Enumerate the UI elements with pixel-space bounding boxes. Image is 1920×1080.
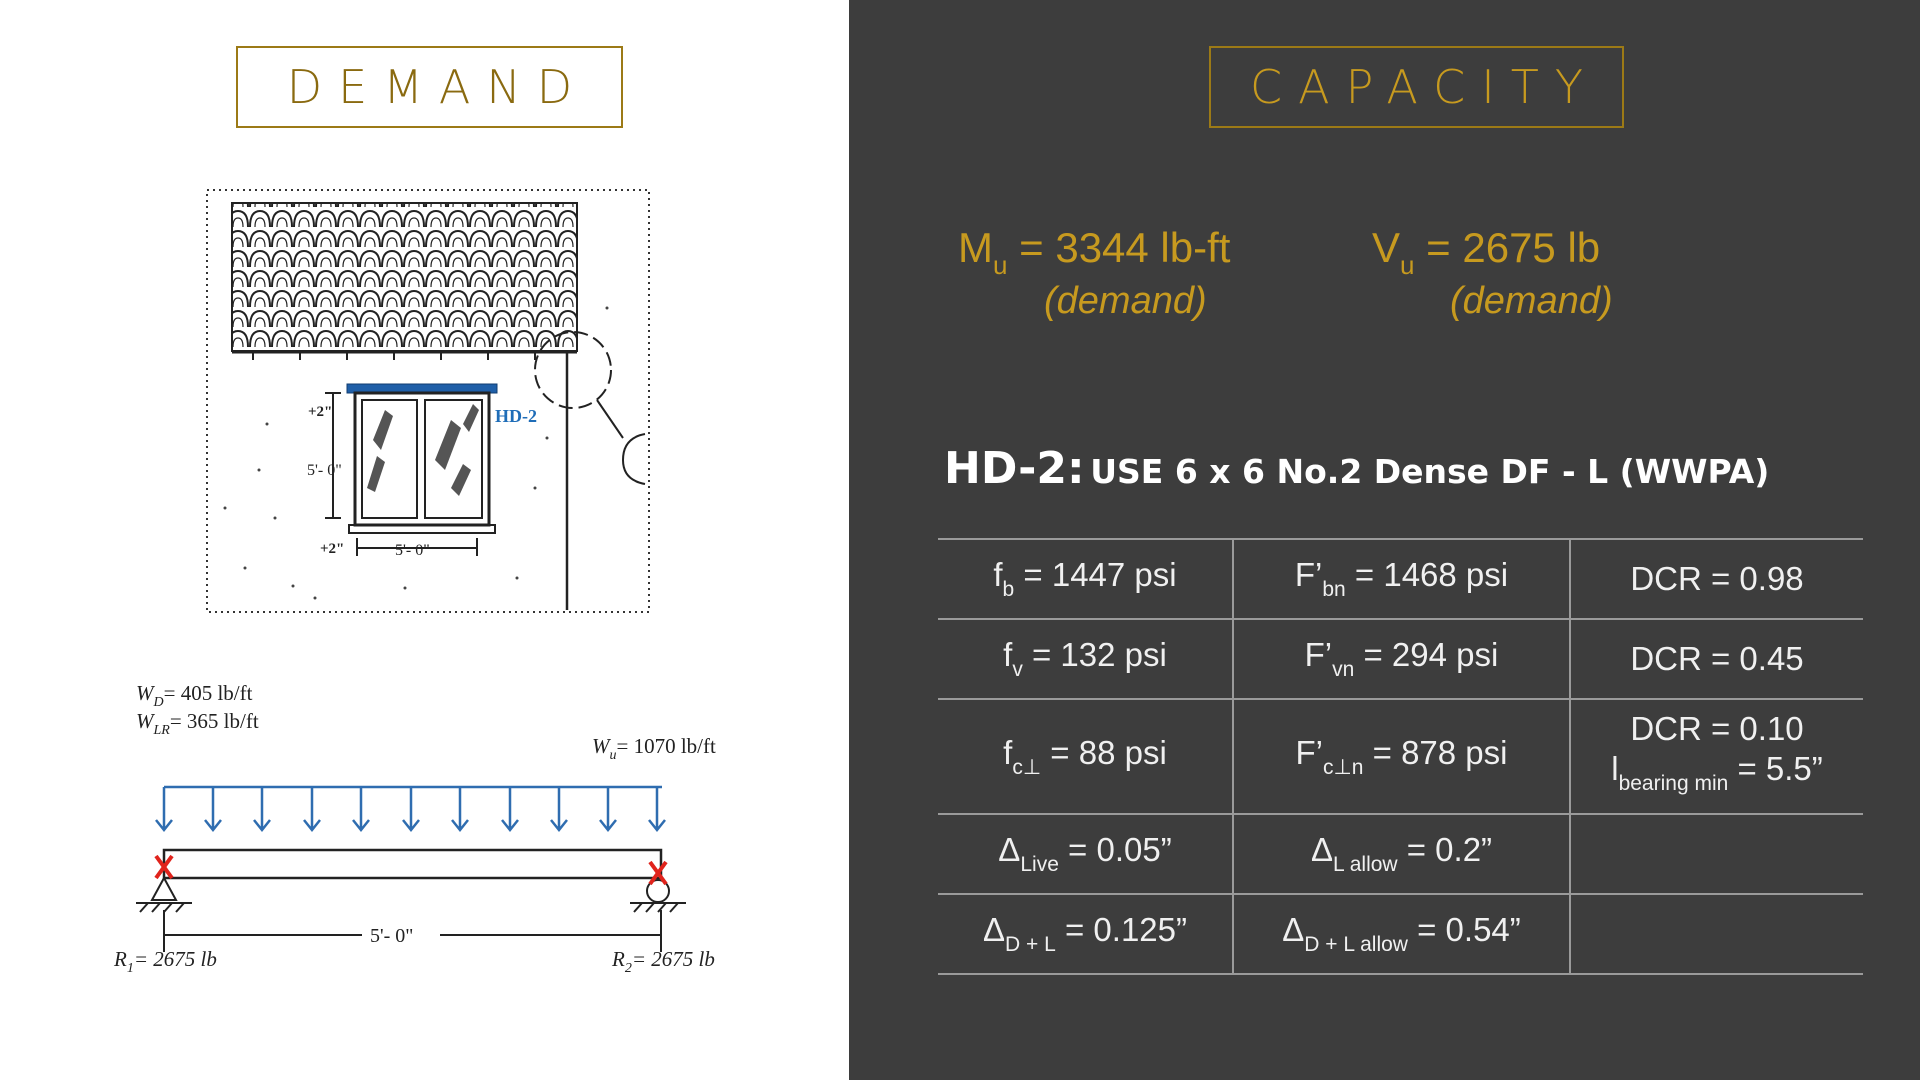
right-roller-support xyxy=(630,880,686,912)
bearing-stress: $f_{c\perp} = 88$ psi xyxy=(938,699,1233,814)
demand-title: DEMAND xyxy=(236,46,623,128)
dim-height-label: 5'- 0" xyxy=(307,462,342,479)
beam xyxy=(164,850,661,878)
demand-panel xyxy=(0,0,849,1080)
glass-reflections xyxy=(367,404,479,496)
wd-label: $W_D= 405$ lb/ft xyxy=(136,681,253,710)
hd2-label: HD-2 xyxy=(495,406,537,426)
capacity-table xyxy=(938,538,1863,975)
live-deflection: $\Delta_{Live} = 0.05$” xyxy=(938,814,1233,894)
empty-cell xyxy=(1570,894,1863,974)
table-row xyxy=(938,619,1863,699)
roof-tiles xyxy=(232,203,577,351)
capacity-title: CAPACITY xyxy=(1209,46,1624,128)
wu-label: $W_u= 1070$ lb/ft xyxy=(592,734,716,763)
mu-note: (demand) xyxy=(1044,280,1207,322)
r1-label: $R_1= 2675$ lb xyxy=(114,947,217,976)
shear-stress: $f_v = 132$ psi xyxy=(938,619,1233,699)
total-deflection: $\Delta_{D + L} = 0.125$” xyxy=(938,894,1233,974)
live-deflection-allow: $\Delta_{L allow} = 0.2$” xyxy=(1233,814,1570,894)
bearing-capacity: $F’_{c\perp n} = 878$ psi xyxy=(1233,699,1570,814)
detail-bubble xyxy=(623,434,645,484)
bearing-dcr: DCR = 0.10 $l_{bearing min} = 5.5$” xyxy=(1570,699,1863,814)
span-label: 5'- 0" xyxy=(370,925,414,947)
total-deflection-allow: $\Delta_{D + L allow} = 0.54$” xyxy=(1233,894,1570,974)
shear-dcr: DCR = 0.45 xyxy=(1570,619,1863,699)
table-row xyxy=(938,699,1863,814)
beam-diagram xyxy=(100,670,770,990)
bending-capacity: $F’_{bn} = 1468$ psi xyxy=(1233,539,1570,619)
r2-label: $R_2= 2675$ lb xyxy=(612,947,715,976)
table-row xyxy=(938,814,1863,894)
dimension-lines xyxy=(325,393,477,556)
table-row xyxy=(938,539,1863,619)
dim-bottom-label: +2" xyxy=(320,541,345,557)
bending-stress: $f_b = 1447$ psi xyxy=(938,539,1233,619)
distributed-load xyxy=(156,787,665,830)
mu-value: $M_u = 3344$ lb-ft xyxy=(958,224,1231,280)
vu-note: (demand) xyxy=(1450,280,1613,322)
empty-cell xyxy=(1570,814,1863,894)
table-row xyxy=(938,894,1863,974)
elevation-sketch xyxy=(205,188,651,614)
vu-value: $V_u = 2675$ lb xyxy=(1372,224,1601,280)
dim-width-label: 5'- 0" xyxy=(395,542,430,559)
hd2-heading: HD-2: USE 6 x 6 No.2 Dense DF - L (WWPA) xyxy=(944,443,1770,494)
shear-capacity: $F’_{vn} = 294$ psi xyxy=(1233,619,1570,699)
wlr-label: $W_{LR}= 365$ lb/ft xyxy=(136,709,259,738)
bending-dcr: DCR = 0.98 xyxy=(1570,539,1863,619)
dim-top-label: +2" xyxy=(308,404,333,420)
left-pin-support xyxy=(136,878,192,912)
